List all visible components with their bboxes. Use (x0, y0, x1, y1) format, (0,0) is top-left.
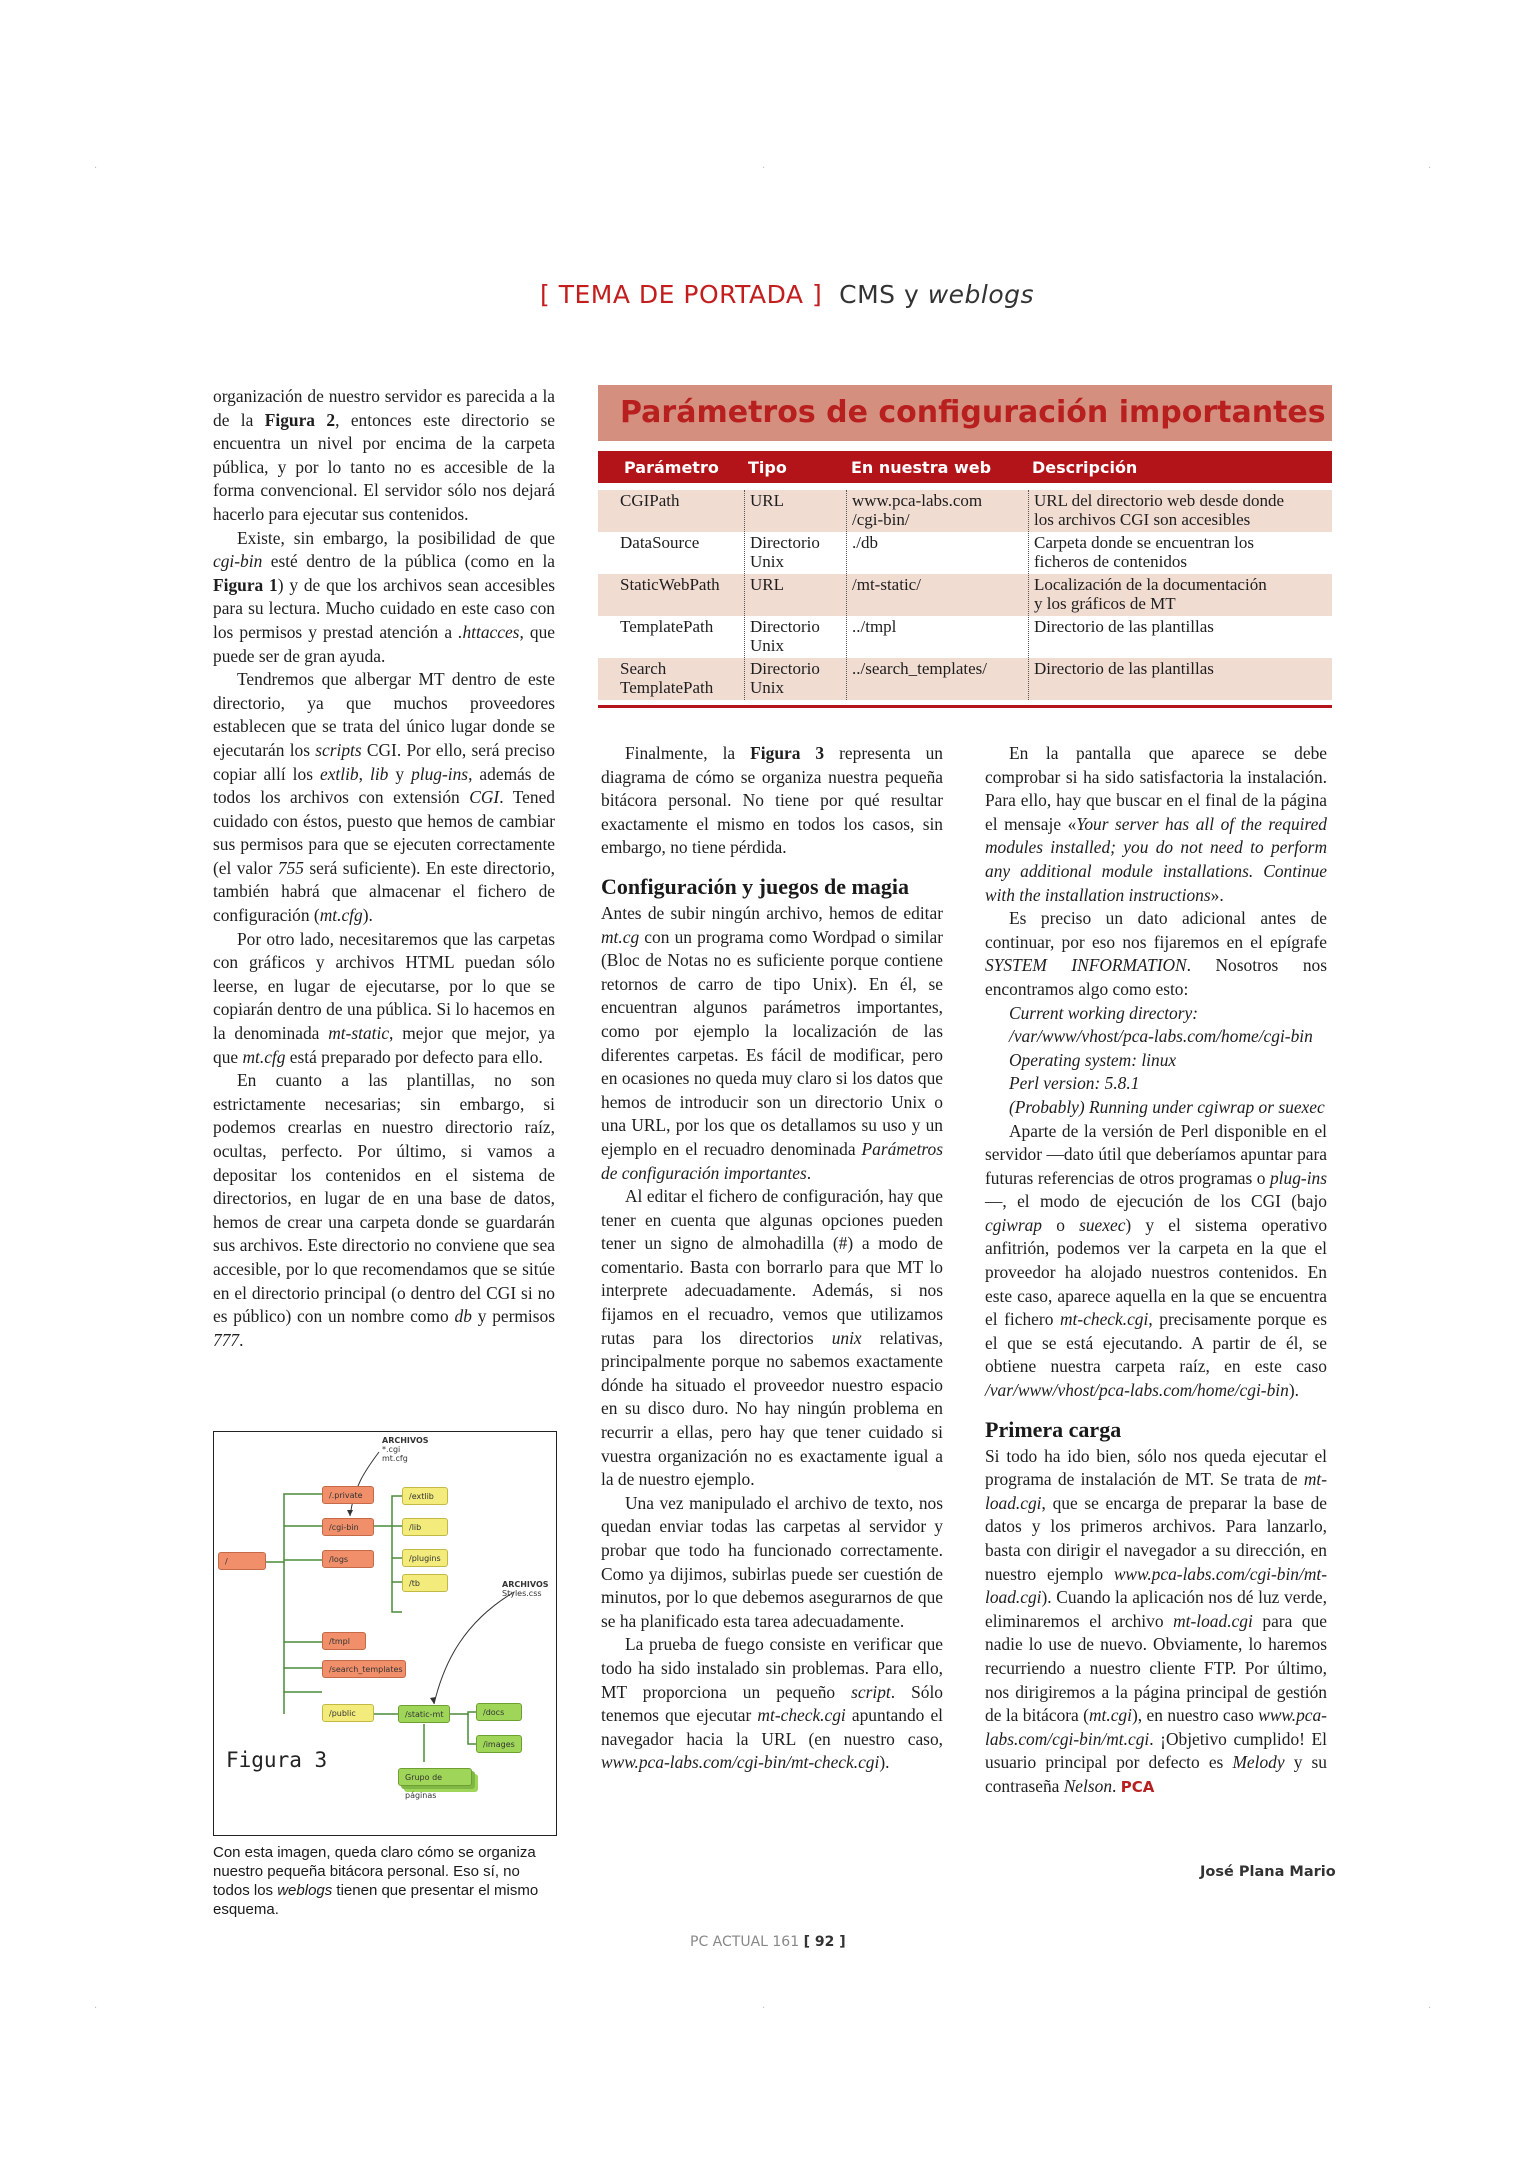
table-row: TemplatePath Directorio Unix ../tmpl Directorio de las plantillas (620, 617, 1214, 655)
folder-node: /extlib (402, 1487, 448, 1505)
code-line: Current working directory: /var/www/vhost/pca-labs.com/home/cgi-bin (1009, 1002, 1313, 1047)
table-divider (1028, 490, 1029, 700)
crop-mark: · (94, 163, 98, 174)
folder-node: /tmpl (322, 1632, 366, 1650)
page-footer: PC ACTUAL 161 [ 92 ] (690, 1934, 846, 1950)
config-table-box (598, 385, 1332, 715)
section-heading: Configuración y juegos de magia (601, 873, 909, 899)
folder-node: /static-mt (398, 1705, 450, 1723)
folder-node: /tb (402, 1574, 448, 1592)
section-header (540, 280, 1034, 309)
table-header-cell: Parámetro (624, 458, 719, 477)
table-header-cell: Tipo (748, 458, 787, 477)
figure-label: Figura 3 (226, 1748, 328, 1772)
code-line: Perl version: 5.8.1 (1009, 1073, 1140, 1094)
code-line: Operating system: linux (1009, 1049, 1177, 1070)
folder-node: /search_templates (322, 1660, 406, 1678)
archivos-label: mt.cfg (382, 1454, 408, 1463)
article-column-1: organización de nuestro servidor es parecida a la de la Figura 2, entonces este directorio se encuentra un nivel por encima de la carpeta pública, y por lo tanto no es accesible de la forma convencional. El servidor sólo nos dejará hacerlo para ejecutar sus contenidos. Existe, sin embargo, la posibilidad de que cgi-bin esté dentro de la pública (como en la Figura 1) y de que los archivos sean accesibles para su lectura. Mucho cuidado en este caso con los permisos y prestad atención a .httacces, que puede ser de gran ayuda. Tendremos que albergar MT dentro de este directorio, ya que muchos proveedores establecen que se trata del único lugar donde se ejecutarán los scripts CGI. Por ello, será preciso copiar allí los extlib, lib y plug-ins, además de todos los archivos con extensión CGI. Tened cuidado con éstos, puesto que hemos de cambiar sus permisos para que se ejecuten correctamente (el valor 755 será suficiente). En este directorio, también habrá que almacenar el fichero de configuración (mt.cfg). Por otro lado, necesitaremos que las carpetas con gráficos y archivos HTML puedan sólo leerse, en lugar de ejecutarse, por lo que se copiarán dentro de una pública. Si lo hacemos en la denominada mt-static, mejor que mejor, ya que mt.cfg está preparado por defecto para ello. En cuanto a las plantillas, no son estrictamente necesarias; sin embargo, si podemos crearlas en nuestro directorio raíz, ocultas, perfecto. Por último, si vamos a depositar los contenidos en el sistema de directorios, en lugar de en una base de datos, hemos de crear una carpeta donde se guardarán sus archivos. Este directorio no conviene que sea accesible, por lo que recomendamos que se sitúe en el directorio principal (o dentro del CGI si no es público) con un nombre como db y permisos 777. (213, 386, 556, 1350)
table-header-cell: En nuestra web (851, 458, 992, 477)
folder-node: /plugins (402, 1549, 448, 1567)
table-divider (744, 490, 745, 700)
article-column-3: En la pantalla que aparece se debe comprobar si ha sido satisfactoria la instalación. Para ello, hay que buscar en el final de la página el mensaje «Your server has all of the required modules installed; you do not need to perform any additional module installations. Continue with the installation instructions». Es preciso un dato adicional antes de continuar, por eso nos fijaremos en el epígrafe SYSTEM INFORMATION. Nosotros nos encontramos algo como esto: Current working directory: /var/www/vhost/pca-labs.com/home/cgi-bin Operating system: linux Perl version: 5.8.1 (Probably) Running under cgiwrap or suexec Aparte de la versión de Perl disponible en el servidor —dato útil que deberíamos apuntar para futuras referencias de otros programas o plug-ins—, el modo de ejecución de los CGI (bajo cgiwrap o suexec) y el sistema operativo anfitrión, podemos ver la carpeta en la que el proveedor ha alojado nuestros contenidos. En este caso, aparece aquella en la que se encuentra el fichero mt-check.cgi, precisamente porque es el que se está ejecutando. A partir de él, se obtiene nuestra carpeta raíz, en este caso /var/www/vhost/pca-labs.com/home/cgi-bin). Primera carga Si todo ha ido bien, sólo nos queda ejecutar el programa de instalación de MT. Se trata de mt-load.cgi, que se encarga de preparar la base de datos y los primeros archivos. Para lanzarlo, basta con dirigir el navegador a su dirección, en nuestro ejemplo www.pca-labs.com/cgi-bin/mt-load.cgi). Cuando la aplicación nos dé luz verde, eliminaremos el archivo mt-load.cgi para que nadie lo use de nuevo. Obviamente, lo haremos recurriendo a nuestro cliente FTP. Por último, nos dirigiremos a la página principal de gestión de la bitácora (mt.cgi), en nuestro caso www.pca-labs.com/cgi-bin/mt.cgi. ¡Objetivo cumplido! El usuario principal por defecto es Melody y su contraseña Nelson. PCA (985, 743, 1328, 1796)
table-header-row (598, 451, 1332, 483)
table-header-cell: Descripción (1032, 458, 1138, 477)
archivos-label: *.cgi (382, 1445, 401, 1454)
folder-node: /cgi-bin (322, 1518, 374, 1536)
folder-node: Grupo de páginas (398, 1768, 472, 1786)
table-title: Parámetros de configuración importantes (598, 385, 1332, 441)
crop-mark: · (762, 163, 766, 174)
figure-3-diagram (213, 1431, 557, 1836)
table-divider (846, 490, 847, 700)
section-topic: CMS y weblogs (839, 280, 1035, 309)
folder-node: / (218, 1552, 266, 1570)
author-name: José Plana Mario (1200, 1864, 1336, 1880)
diagram-connectors (214, 1432, 556, 1835)
code-line: (Probably) Running under cgiwrap or suexec (1009, 1096, 1325, 1117)
folder-node: /docs (476, 1703, 522, 1721)
folder-node: /.private (322, 1486, 374, 1504)
archivos-label: Styles.css (502, 1589, 542, 1598)
figure-caption: Con esta imagen, queda claro cómo se organiza nuestro pequeña bitácora personal. Eso sí, no todos los weblogs tienen que presentar el mismo esquema. (213, 1844, 539, 1918)
folder-node: /lib (402, 1518, 448, 1536)
table-row: Search TemplatePath Directorio Unix ../search_templates/ Directorio de las plantillas (598, 658, 1332, 700)
table-row: DataSource Directorio Unix ./db Carpeta donde se encuentran los ficheros de contenidos (620, 533, 1254, 571)
crop-mark: · (1428, 163, 1432, 174)
crop-mark: · (762, 2003, 766, 2014)
table-row: CGIPath URL www.pca-labs.com /cgi-bin/ URL del directorio web desde donde los archivos CGI son accesibles (598, 490, 1332, 532)
end-sign: PCA (1120, 1777, 1155, 1796)
crop-mark: · (94, 2003, 98, 2014)
archivos-label: ARCHIVOS (382, 1436, 429, 1445)
section-heading: Primera carga (985, 1416, 1122, 1442)
folder-node: /logs (322, 1550, 374, 1568)
crop-mark: · (1428, 2003, 1432, 2014)
archivos-label: ARCHIVOS (502, 1580, 549, 1589)
folder-node: /images (476, 1735, 522, 1753)
table-row: StaticWebPath URL /mt-static/ Localización de la documentación y los gráficos de MT (598, 574, 1332, 616)
section-tag: [ TEMA DE PORTADA ] (540, 280, 823, 309)
folder-node: /public (322, 1704, 374, 1722)
article-column-2: Finalmente, la Figura 3 representa un diagrama de cómo se organiza nuestra pequeña bitácora personal. No tiene por qué resultar exactamente el mismo en todos los casos, sin embargo, no tiene pérdida. Configuración y juegos de magia Antes de subir ningún archivo, hemos de editar mt.cg con un programa como Wordpad o similar (Bloc de Notas no es suficiente porque contiene retornos de carro de tipo Unix). En él, se encuentran algunos parámetros importantes, como por ejemplo la localización de las diferentes carpetas. Es fácil de modificar, pero en ocasiones no queda muy claro si los datos que hemos de introducir son un directorio Unix o una URL, por los que os detallamos su uso y un ejemplo en el recuadro denominada Parámetros de configuración importantes. Al editar el fichero de configuración, hay que tener en cuenta que algunas opciones pueden tener un signo de almohadilla (#) a modo de comentario. Basta con borrarlo para que MT lo interprete adecuadamente. Además, si nos fijamos en el recuadro, vemos que utilizamos rutas para los directorios unix relativas, principalmente porque no sabemos exactamente dónde ha situado el proveedor nuestro espacio en su disco duro. No hay ningún problema en recurrir a ellas, pero hay que tener cuidado si vuestra organización no es exactamente igual a la de nuestro ejemplo. Una vez manipulado el archivo de texto, nos quedan enviar todas las carpetas al servidor y probar que todo ha funcionado correctamente. Como ya dijimos, subirlas puede ser cuestión de minutos, por lo que debemos asegurarnos de que se ha planificado esta tarea adecuadamente. La prueba de fuego consiste en verificar que todo ha sido instalado sin problemas. Para ello, MT proporciona un pequeño script. Sólo tenemos que ejecutar mt-check.cgi apuntando el navegador hacia la URL (en nuestro caso, www.pca-labs.com/cgi-bin/mt-check.cgi). (601, 743, 943, 1773)
table-bottom-rule (598, 705, 1332, 708)
